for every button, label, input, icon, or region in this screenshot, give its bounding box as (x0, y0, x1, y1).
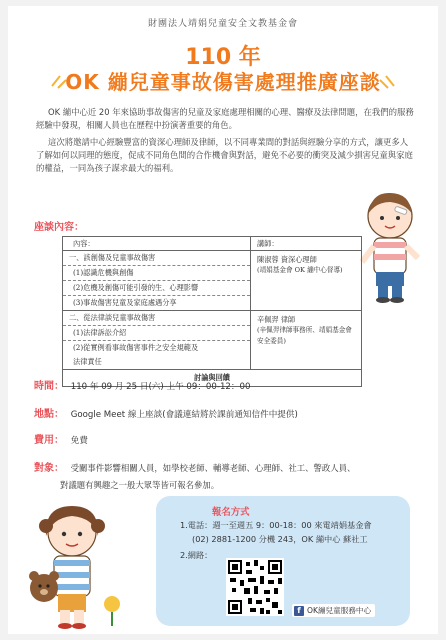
agenda-table (62, 236, 362, 387)
table-row (63, 311, 361, 370)
table-row (63, 251, 361, 311)
list-item: (2)危機及創傷可能引發的生、心理影響 (63, 280, 250, 295)
speaker-name: 辛佩羿 律師 (257, 315, 296, 324)
audience-row (34, 460, 418, 493)
intro-paragraph-1: OK 繃中心近 20 年來協助事故傷害的兒童及家庭處理相關的心理、醫療及法律問題，在我們的服務經驗中發現，相關人員也在歷程中扮演著重要的角色。 (36, 107, 414, 130)
sparkle-decoration-icon (370, 70, 398, 90)
registration-phone-line-1: 1.電話：週一至週五 9：00-18：00 來電靖娟基金會 (180, 520, 372, 530)
facebook-label: OK繃兒童服務中心 (307, 606, 372, 615)
facebook-link[interactable] (292, 604, 375, 617)
header-content: 內容： (63, 237, 251, 250)
fee-value: 免費 (70, 436, 88, 446)
registration-box (156, 496, 410, 626)
event-title: OK 繃兒童事故傷害處理推廣座談 (65, 70, 381, 94)
time-row (34, 380, 250, 394)
registration-phone-line-2: (02) 2881-1200 分機 243，OK 繃中心 蘇社工 (192, 534, 368, 544)
list-item: (2)從實例看事故傷害事件之安全規範及 (63, 340, 250, 355)
qr-code-icon[interactable] (226, 558, 284, 616)
section-heading: 二、從法律談兒童事故傷害 (69, 313, 156, 322)
section-heading: 一、該創傷及兒童事故傷害 (69, 253, 156, 262)
facebook-icon: f (294, 606, 304, 616)
speaker-note: (辛佩羿律師事務所、靖娟基金會安全委員) (257, 326, 352, 345)
time-value: 110 年 09 月 25 日(六) 上午 09：00-12：00 (70, 382, 251, 392)
table-header (63, 237, 361, 251)
intro-paragraph-2: 這次將邀請中心經驗豐富的資深心理師及律師，以不同專業間的對話與經驗分享的方式，讓更多人了解如何以同理的態度，促成不同角色間的合作機會與對話，避免不必要的衝突及減少損害兒童與家庭的權益，一同為孩子謀求最大的福利。 (36, 137, 413, 173)
list-item: 法律責任 (73, 357, 102, 366)
fee-row (34, 434, 88, 448)
speaker-name: 陳淑蓉 資深心理師 (257, 255, 317, 264)
registration-web-label: 2.網路： (180, 550, 213, 560)
time-label: 時間： (34, 381, 64, 392)
organization-name: 財團法人靖娟兒童安全文教基金會 (147, 19, 298, 29)
list-item: (1)法律訴訟介紹 (63, 325, 250, 340)
girl-with-teddy-illustration-icon (14, 496, 134, 632)
audience-label: 對象： (34, 463, 64, 474)
flyer-page (8, 6, 438, 634)
registration-title: 報名方式 (212, 507, 250, 518)
table-footer: 討論與回饋 (194, 373, 230, 382)
header-speaker: 講師： (257, 239, 279, 248)
audience-line-1: 受關事件影響相關人員，如學校老師、輔導老師、心理師、社工、警政人員、 (70, 463, 356, 473)
intro-text (36, 106, 414, 179)
list-item: (1)認識危機與創傷 (63, 265, 250, 280)
location-label: 地點： (34, 409, 64, 420)
event-year: 110 年 (185, 45, 261, 70)
speaker-note: (靖娟基金會 OK 繃中心督導) (257, 266, 343, 274)
location-row (34, 408, 298, 422)
location-value: Google Meet 線上座談(會議連結將於課前通知信件中提供) (70, 410, 298, 420)
agenda-label: 座談內容： (34, 222, 84, 233)
fee-label: 費用： (34, 435, 64, 446)
audience-line-2: 對議題有興趣之一般大眾等皆可報名參加。 (60, 480, 220, 490)
list-item: (3)事故傷害兒童及家庭處遇分享 (63, 295, 250, 310)
